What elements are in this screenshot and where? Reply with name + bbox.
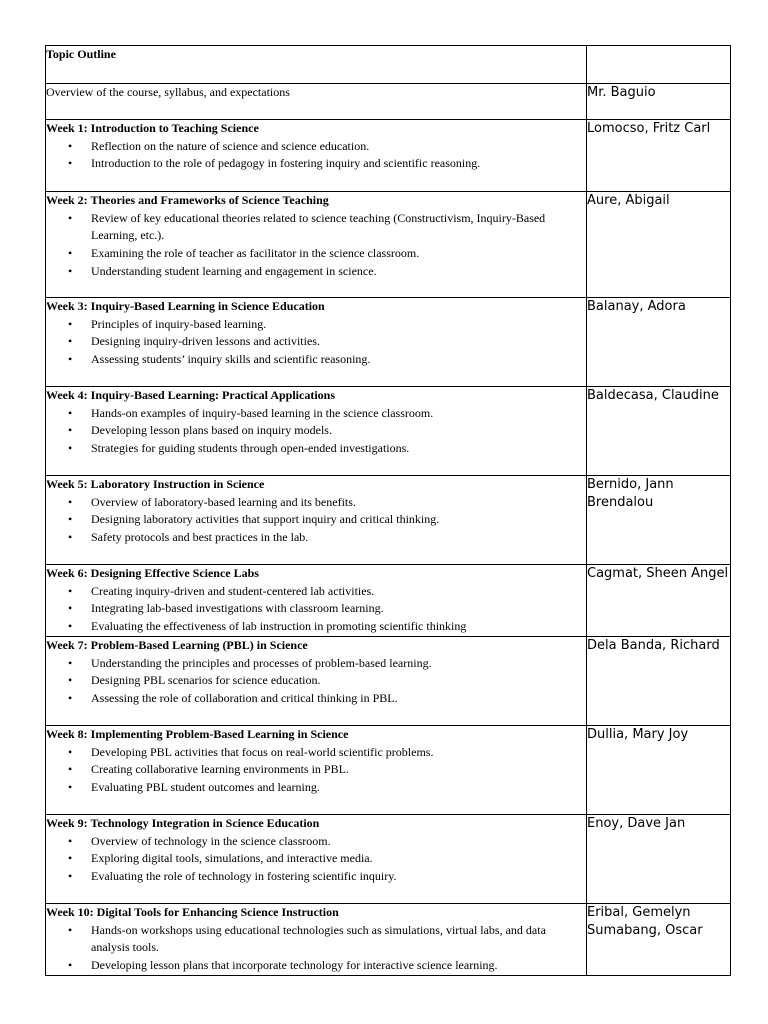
week-title: Week 8: Implementing Problem-Based Learning in Science bbox=[46, 726, 349, 741]
week-row bbox=[46, 120, 731, 192]
week-presenter: Enoy, Dave Jan bbox=[587, 814, 731, 903]
week-points bbox=[46, 833, 586, 886]
week-title: Week 4: Inquiry-Based Learning: Practical Applications bbox=[46, 388, 336, 402]
week-point: • Overview of technology in the science classroom. bbox=[91, 833, 586, 851]
overview-topic-cell bbox=[46, 84, 587, 120]
week-presenter: Dela Banda, Richard bbox=[587, 636, 731, 725]
week-presenter: Bernido, Jann Brendalou bbox=[587, 476, 731, 565]
overview-text: Overview of the course, syllabus, and expectations bbox=[46, 85, 290, 99]
week-points bbox=[46, 405, 586, 458]
week-row bbox=[46, 814, 731, 903]
week-point: • Hands-on workshops using educational technologies such as simulations, virtual labs, and data analysis tools. bbox=[91, 922, 586, 957]
week-row bbox=[46, 565, 731, 637]
week-point: • Overview of laboratory-based learning and its benefits. bbox=[91, 494, 586, 512]
week-presenter: Eribal, Gemelyn Sumabang, Oscar bbox=[587, 903, 731, 975]
week-point: • Introduction to the role of pedagogy in fostering inquiry and scientific reasoning. bbox=[91, 155, 586, 173]
week-points bbox=[46, 655, 586, 708]
week-topic-cell bbox=[46, 565, 587, 637]
week-points bbox=[46, 744, 586, 797]
week-presenter: Lomocso, Fritz Carl bbox=[587, 120, 731, 192]
week-point: • Designing inquiry-driven lessons and activities. bbox=[91, 333, 586, 351]
week-topic-cell bbox=[46, 192, 587, 298]
week-topic-cell bbox=[46, 814, 587, 903]
week-point: • Review of key educational theories related to science teaching (Constructivism, Inquiry-Based Learning, etc.). bbox=[91, 210, 586, 245]
week-topic-cell bbox=[46, 725, 587, 814]
week-point: • Exploring digital tools, simulations, and interactive media. bbox=[91, 850, 586, 868]
week-topic-cell bbox=[46, 903, 587, 975]
week-topic-cell bbox=[46, 387, 587, 476]
week-point: • Understanding the principles and processes of problem-based learning. bbox=[91, 655, 586, 673]
week-topic-cell bbox=[46, 476, 587, 565]
week-row bbox=[46, 903, 731, 975]
week-title: Week 5: Laboratory Instruction in Science bbox=[46, 477, 265, 491]
week-point: • Integrating lab-based investigations with classroom learning. bbox=[91, 600, 586, 618]
week-points bbox=[46, 494, 586, 547]
week-title: Week 2: Theories and Frameworks of Science Teaching bbox=[46, 193, 329, 207]
topic-outline-heading: Topic Outline bbox=[46, 47, 116, 61]
week-point: • Creating inquiry-driven and student-centered lab activities. bbox=[91, 583, 586, 601]
week-presenter: Aure, Abigail bbox=[587, 192, 731, 298]
week-row bbox=[46, 298, 731, 387]
week-points bbox=[46, 583, 586, 636]
week-row bbox=[46, 387, 731, 476]
week-presenter: Balanay, Adora bbox=[587, 298, 731, 387]
week-topic-cell bbox=[46, 298, 587, 387]
week-row bbox=[46, 636, 731, 725]
header-row bbox=[46, 46, 731, 84]
week-point: • Assessing the role of collaboration and critical thinking in PBL. bbox=[91, 690, 586, 708]
week-point: • Assessing students’ inquiry skills and scientific reasoning. bbox=[91, 351, 586, 369]
week-presenter: Cagmat, Sheen Angel bbox=[587, 565, 731, 637]
topic-outline-table bbox=[45, 45, 731, 976]
week-title: Week 9: Technology Integration in Science Education bbox=[46, 815, 320, 830]
week-points bbox=[46, 922, 586, 975]
header-topic-cell bbox=[46, 46, 587, 84]
week-presenter: Baldecasa, Claudine bbox=[587, 387, 731, 476]
week-row bbox=[46, 725, 731, 814]
week-point: • Developing lesson plans based on inquiry models. bbox=[91, 422, 586, 440]
week-point: • Developing lesson plans that incorporate technology for interactive science learning. bbox=[91, 957, 586, 975]
week-point: • Examining the role of teacher as facilitator in the science classroom. bbox=[91, 245, 586, 263]
week-point: • Designing laboratory activities that support inquiry and critical thinking. bbox=[91, 511, 586, 529]
week-point: • Evaluating the role of technology in fostering scientific inquiry. bbox=[91, 868, 586, 886]
week-row bbox=[46, 476, 731, 565]
week-point: • Reflection on the nature of science and science education. bbox=[91, 138, 586, 156]
week-point: • Creating collaborative learning environments in PBL. bbox=[91, 761, 586, 779]
week-point: • Evaluating PBL student outcomes and learning. bbox=[91, 779, 586, 797]
week-point: • Safety protocols and best practices in the lab. bbox=[91, 529, 586, 547]
week-point: • Strategies for guiding students through open-ended investigations. bbox=[91, 440, 586, 458]
week-points bbox=[46, 138, 586, 173]
week-points bbox=[46, 316, 586, 369]
week-point: • Hands-on examples of inquiry-based learning in the science classroom. bbox=[91, 405, 586, 423]
overview-presenter: Mr. Baguio bbox=[587, 84, 731, 120]
week-point: • Understanding student learning and engagement in science. bbox=[91, 263, 586, 281]
week-title: Week 10: Digital Tools for Enhancing Science Instruction bbox=[46, 904, 339, 919]
week-title: Week 7: Problem-Based Learning (PBL) in Science bbox=[46, 637, 308, 652]
week-point: • Principles of inquiry-based learning. bbox=[91, 316, 586, 334]
week-point: • Evaluating the effectiveness of lab instruction in promoting scientific thinking bbox=[91, 618, 586, 636]
week-presenter: Dullia, Mary Joy bbox=[587, 725, 731, 814]
week-title: Week 3: Inquiry-Based Learning in Science Education bbox=[46, 299, 325, 313]
week-topic-cell bbox=[46, 120, 587, 192]
week-title: Week 1: Introduction to Teaching Science bbox=[46, 121, 259, 135]
header-presenter-cell bbox=[587, 46, 731, 84]
week-point: • Designing PBL scenarios for science education. bbox=[91, 672, 586, 690]
week-row bbox=[46, 192, 731, 298]
overview-row bbox=[46, 84, 731, 120]
week-point: • Developing PBL activities that focus on real-world scientific problems. bbox=[91, 744, 586, 762]
week-title: Week 6: Designing Effective Science Labs bbox=[46, 566, 259, 580]
week-topic-cell bbox=[46, 636, 587, 725]
week-points bbox=[46, 210, 586, 281]
